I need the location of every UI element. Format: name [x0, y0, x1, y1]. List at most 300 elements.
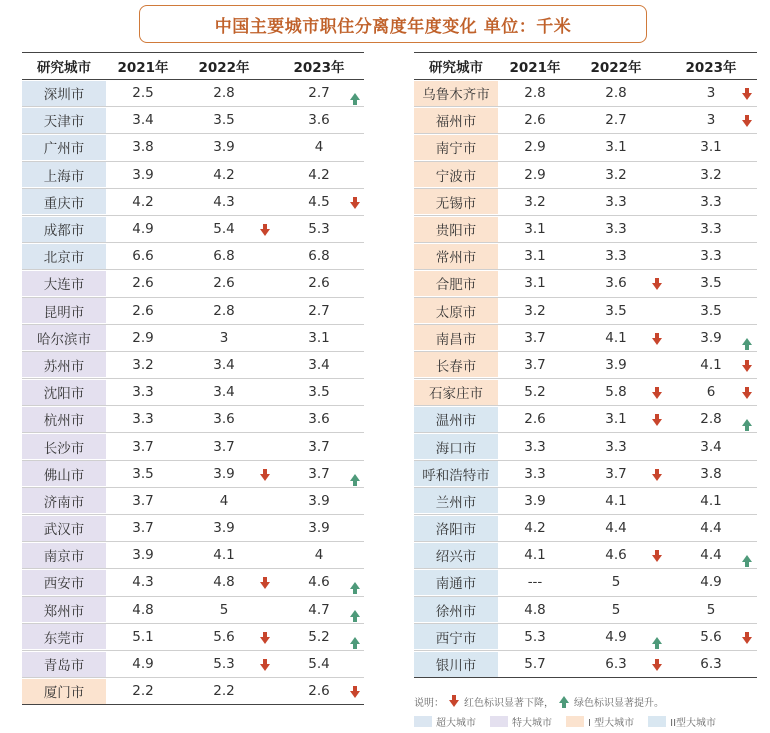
table-row [22, 243, 364, 270]
legend-swatch [648, 716, 666, 727]
value-2023-text: 4 [314, 547, 324, 564]
value-2021-text: --- [527, 574, 543, 591]
value-2021 [504, 216, 566, 242]
city-cell: 太原市 [414, 298, 498, 323]
city-cell: 武汉市 [22, 516, 106, 541]
value-2021 [112, 406, 174, 432]
value-2023 [666, 597, 756, 623]
value-2023-text: 3.7 [308, 465, 330, 482]
arrow-up-icon [350, 474, 360, 481]
value-2021 [112, 433, 174, 459]
value-2021 [504, 488, 566, 514]
value-2021-text: 5.7 [524, 656, 546, 673]
value-2023-text: 2.6 [308, 275, 330, 292]
city-cell: 深圳市 [22, 81, 106, 106]
value-2022 [566, 488, 666, 514]
value-2022 [566, 352, 666, 378]
value-2023 [666, 542, 756, 568]
value-2021-text: 2.5 [132, 85, 154, 102]
arrow-up-icon [742, 338, 752, 345]
value-2022 [174, 461, 274, 487]
value-2021-text: 3.9 [524, 492, 546, 509]
table-row [22, 406, 364, 433]
arrow-up-icon [559, 696, 569, 703]
header-2021: 2021年 [117, 60, 169, 76]
city-cell: 杭州市 [22, 407, 106, 432]
value-2022-text: 4.1 [605, 329, 627, 346]
value-2022-text: 2.8 [213, 85, 235, 102]
value-2023-text: 3 [706, 85, 716, 102]
value-2021 [112, 569, 174, 595]
footnote-green: 绿色标识显著提升。 [574, 698, 664, 709]
table-row [414, 189, 757, 216]
value-2022 [174, 298, 274, 324]
city-cell: 洛阳市 [414, 516, 498, 541]
legend-swatch [566, 716, 584, 727]
arrow-up-icon [350, 610, 360, 617]
value-2022-text: 3.5 [605, 302, 627, 319]
value-2021-text: 2.2 [132, 683, 154, 700]
footnote [414, 694, 664, 709]
value-2022 [174, 162, 274, 188]
value-2021-text: 3.1 [524, 221, 546, 238]
value-2023-text: 3.5 [308, 384, 330, 401]
value-2023-text: 2.7 [308, 302, 330, 319]
city-cell: 沈阳市 [22, 380, 106, 405]
value-2023-text: 4.7 [308, 601, 330, 618]
value-2021-text: 3.7 [132, 492, 154, 509]
arrow-up-icon [350, 93, 360, 100]
arrow-down-icon [260, 582, 270, 589]
table-row [22, 624, 364, 651]
value-2023 [274, 542, 364, 568]
value-2021 [112, 379, 174, 405]
value-2023 [666, 243, 756, 269]
value-2022-text: 5.4 [213, 221, 235, 238]
value-2023 [274, 515, 364, 541]
value-2023-text: 5.3 [308, 221, 330, 238]
value-2022-text: 3.4 [213, 384, 235, 401]
city-cell: 佛山市 [22, 461, 106, 486]
chart-title: 中国主要城市职住分离度年度变化 单位：千米 [139, 5, 647, 43]
value-2022 [174, 379, 274, 405]
value-2021-text: 6.6 [132, 248, 154, 265]
value-2023-text: 2.6 [308, 683, 330, 700]
value-2023 [666, 298, 756, 324]
header-2021: 2021年 [509, 60, 561, 76]
value-2021-text: 4.8 [132, 601, 154, 618]
value-2023 [274, 461, 364, 487]
value-2021 [504, 189, 566, 215]
value-2023 [274, 569, 364, 595]
legend [414, 714, 730, 729]
value-2022 [174, 515, 274, 541]
value-2021-text: 3.9 [132, 547, 154, 564]
arrow-down-icon [652, 283, 662, 290]
header-2022: 2022年 [198, 60, 250, 76]
value-2021-text: 4.9 [132, 656, 154, 673]
value-2022-text: 2.2 [213, 683, 235, 700]
table-row [22, 597, 364, 624]
value-2022-text: 5 [611, 601, 621, 618]
arrow-down-icon [652, 664, 662, 671]
value-2023-text: 3.7 [308, 438, 330, 455]
value-2021-text: 4.8 [524, 601, 546, 618]
value-2022 [174, 651, 274, 677]
city-cell: 温州市 [414, 407, 498, 432]
value-2021 [112, 216, 174, 242]
legend-item [490, 714, 552, 729]
value-2021 [112, 243, 174, 269]
value-2023 [666, 433, 756, 459]
value-2022-text: 3.6 [605, 275, 627, 292]
value-2022-text: 4.8 [213, 574, 235, 591]
value-2022-text: 3.9 [213, 139, 235, 156]
value-2021 [504, 134, 566, 160]
table-row [414, 651, 757, 678]
value-2022-text: 3 [219, 329, 229, 346]
arrow-down-icon [742, 93, 752, 100]
city-cell: 长沙市 [22, 434, 106, 459]
city-cell: 常州市 [414, 244, 498, 269]
value-2021 [504, 515, 566, 541]
city-cell: 南昌市 [414, 325, 498, 350]
value-2021 [504, 325, 566, 351]
value-2023 [666, 134, 756, 160]
table-row [414, 569, 757, 596]
value-2021 [504, 107, 566, 133]
value-2022 [174, 678, 274, 704]
value-2021-text: 4.2 [132, 193, 154, 210]
arrow-up-icon [742, 419, 752, 426]
value-2023-text: 4.6 [308, 574, 330, 591]
value-2021-text: 2.6 [132, 275, 154, 292]
legend-item [414, 714, 476, 729]
value-2023-text: 6 [706, 384, 716, 401]
value-2023-text: 4.5 [308, 193, 330, 210]
value-2021 [112, 162, 174, 188]
table-row [414, 162, 757, 189]
value-2023-text: 4.1 [700, 356, 722, 373]
value-2021 [504, 162, 566, 188]
table-row [414, 406, 757, 433]
value-2023 [274, 651, 364, 677]
table-row [414, 243, 757, 270]
value-2022 [566, 569, 666, 595]
table-row [22, 80, 364, 107]
city-cell: 徐州市 [414, 597, 498, 622]
table-row [22, 515, 364, 542]
value-2023 [666, 569, 756, 595]
value-2023 [274, 189, 364, 215]
value-2023-text: 5.2 [308, 628, 330, 645]
value-2023-text: 4 [314, 139, 324, 156]
value-2023-text: 3.3 [700, 193, 722, 210]
city-cell: 广州市 [22, 135, 106, 160]
value-2022-text: 3.1 [605, 411, 627, 428]
value-2023-text: 4.4 [700, 520, 722, 537]
value-2023-text: 3.1 [700, 139, 722, 156]
value-2022-text: 5 [611, 574, 621, 591]
value-2022-text: 2.8 [605, 85, 627, 102]
value-2023-text: 4.9 [700, 574, 722, 591]
table-row [414, 597, 757, 624]
value-2022 [566, 270, 666, 296]
value-2021-text: 5.3 [524, 628, 546, 645]
value-2022-text: 6.3 [605, 656, 627, 673]
arrow-up-icon [742, 555, 752, 562]
header-2022: 2022年 [590, 60, 642, 76]
value-2023 [274, 298, 364, 324]
value-2022 [566, 406, 666, 432]
city-cell: 无锡市 [414, 189, 498, 214]
city-cell: 乌鲁木齐市 [414, 81, 498, 106]
value-2021-text: 3.5 [132, 465, 154, 482]
value-2023 [666, 325, 756, 351]
value-2021 [112, 352, 174, 378]
value-2022-text: 4.9 [605, 628, 627, 645]
value-2022-text: 4.6 [605, 547, 627, 564]
footnote-red: 红色标识显著下降， [464, 698, 554, 709]
city-cell: 福州市 [414, 108, 498, 133]
legend-label: 超大城市 [436, 718, 476, 729]
value-2022-text: 4.2 [213, 166, 235, 183]
city-cell: 重庆市 [22, 189, 106, 214]
value-2022 [174, 243, 274, 269]
city-cell: 绍兴市 [414, 543, 498, 568]
arrow-down-icon [742, 392, 752, 399]
value-2021-text: 2.9 [524, 166, 546, 183]
legend-label: 特大城市 [512, 718, 552, 729]
table-row [22, 379, 364, 406]
value-2021 [112, 542, 174, 568]
value-2021 [112, 488, 174, 514]
value-2021 [112, 107, 174, 133]
city-cell: 厦门市 [22, 679, 106, 704]
value-2023 [274, 379, 364, 405]
table-row [414, 216, 757, 243]
legend-swatch [414, 716, 432, 727]
value-2023 [666, 189, 756, 215]
value-2023-text: 3.5 [700, 275, 722, 292]
value-2023-text: 3.6 [308, 411, 330, 428]
value-2023 [274, 433, 364, 459]
value-2022 [566, 325, 666, 351]
value-2022-text: 2.6 [213, 275, 235, 292]
value-2022-text: 4.1 [213, 547, 235, 564]
value-2021-text: 3.3 [524, 465, 546, 482]
value-2022 [566, 542, 666, 568]
table-row [22, 488, 364, 515]
value-2023-text: 5.4 [308, 656, 330, 673]
value-2021 [112, 678, 174, 704]
arrow-down-icon [449, 700, 459, 707]
arrow-down-icon [652, 338, 662, 345]
value-2021 [504, 542, 566, 568]
value-2023 [666, 379, 756, 405]
value-2023-text: 4.4 [700, 547, 722, 564]
value-2023 [666, 216, 756, 242]
city-cell: 石家庄市 [414, 380, 498, 405]
value-2022 [566, 624, 666, 650]
table-row [22, 433, 364, 460]
city-cell: 兰州市 [414, 488, 498, 513]
city-cell: 南通市 [414, 570, 498, 595]
table-row [22, 270, 364, 297]
value-2023 [274, 325, 364, 351]
value-2023 [666, 488, 756, 514]
value-2021 [504, 597, 566, 623]
value-2023-text: 4.2 [308, 166, 330, 183]
arrow-down-icon [350, 202, 360, 209]
value-2021-text: 3.2 [132, 356, 154, 373]
value-2021-text: 3.1 [524, 275, 546, 292]
value-2021-text: 3.3 [132, 411, 154, 428]
table-row [22, 216, 364, 243]
city-cell: 青岛市 [22, 652, 106, 677]
value-2022-text: 5.6 [213, 628, 235, 645]
value-2022-text: 3.9 [213, 520, 235, 537]
table-row [22, 325, 364, 352]
value-2023-text: 3.3 [700, 248, 722, 265]
value-2023 [666, 651, 756, 677]
value-2021-text: 3.8 [132, 139, 154, 156]
value-2022-text: 2.8 [213, 302, 235, 319]
table-header [22, 52, 364, 80]
value-2023 [666, 270, 756, 296]
value-2021 [504, 461, 566, 487]
footnote-prefix: 说明： [414, 698, 444, 709]
city-cell: 苏州市 [22, 352, 106, 377]
value-2023 [666, 162, 756, 188]
value-2023-text: 2.7 [308, 85, 330, 102]
city-cell: 大连市 [22, 271, 106, 296]
arrow-down-icon [742, 365, 752, 372]
value-2022-text: 3.7 [213, 438, 235, 455]
table-row [22, 542, 364, 569]
value-2021 [504, 270, 566, 296]
value-2021 [112, 298, 174, 324]
value-2023-text: 5 [706, 601, 716, 618]
arrow-down-icon [260, 474, 270, 481]
value-2022-text: 4 [219, 492, 229, 509]
value-2021-text: 3.7 [132, 520, 154, 537]
value-2021 [112, 651, 174, 677]
arrow-up-icon [652, 637, 662, 644]
value-2023-text: 3.8 [700, 465, 722, 482]
value-2022 [566, 461, 666, 487]
value-2022-text: 3.9 [213, 465, 235, 482]
value-2023-text: 3.2 [700, 166, 722, 183]
value-2022 [566, 80, 666, 106]
value-2022 [566, 651, 666, 677]
value-2022 [174, 134, 274, 160]
value-2021 [504, 569, 566, 595]
table-row [22, 189, 364, 216]
value-2022-text: 6.8 [213, 248, 235, 265]
arrow-down-icon [350, 691, 360, 698]
value-2022-text: 3.2 [605, 166, 627, 183]
table-row [22, 134, 364, 161]
value-2023 [274, 243, 364, 269]
value-2021 [504, 651, 566, 677]
city-cell: 南京市 [22, 543, 106, 568]
value-2023-text: 6.3 [700, 656, 722, 673]
value-2021-text: 3.2 [524, 302, 546, 319]
value-2021-text: 2.9 [524, 139, 546, 156]
value-2022 [566, 243, 666, 269]
value-2021 [112, 80, 174, 106]
arrow-down-icon [260, 229, 270, 236]
table-row [22, 107, 364, 134]
value-2023 [666, 352, 756, 378]
value-2023-text: 4.1 [700, 492, 722, 509]
value-2021 [112, 597, 174, 623]
value-2021-text: 2.9 [132, 329, 154, 346]
city-cell: 上海市 [22, 162, 106, 187]
value-2021-text: 2.6 [132, 302, 154, 319]
table-left [22, 52, 364, 705]
value-2022 [174, 80, 274, 106]
value-2023-text: 3.1 [308, 329, 330, 346]
value-2023-text: 3 [706, 112, 716, 129]
city-cell: 西宁市 [414, 624, 498, 649]
value-2022-text: 5.3 [213, 656, 235, 673]
value-2023-text: 3.5 [700, 302, 722, 319]
arrow-down-icon [260, 637, 270, 644]
value-2021 [504, 80, 566, 106]
value-2023-text: 3.4 [308, 356, 330, 373]
value-2021-text: 3.7 [132, 438, 154, 455]
table-row [22, 352, 364, 379]
value-2021 [112, 624, 174, 650]
value-2022-text: 3.3 [605, 248, 627, 265]
arrow-up-icon [350, 637, 360, 644]
value-2023-text: 3.9 [308, 520, 330, 537]
value-2023-text: 3.3 [700, 221, 722, 238]
city-cell: 海口市 [414, 434, 498, 459]
value-2023-text: 3.9 [700, 329, 722, 346]
value-2022 [566, 189, 666, 215]
header-2023: 2023年 [685, 60, 737, 76]
value-2021 [112, 189, 174, 215]
value-2021-text: 3.1 [524, 248, 546, 265]
header-city: 研究城市 [37, 60, 91, 76]
value-2022-text: 4.3 [213, 193, 235, 210]
value-2022 [174, 624, 274, 650]
value-2022 [566, 433, 666, 459]
value-2021-text: 3.2 [524, 193, 546, 210]
arrow-down-icon [652, 419, 662, 426]
value-2022-text: 3.4 [213, 356, 235, 373]
value-2023 [274, 270, 364, 296]
city-cell: 东莞市 [22, 624, 106, 649]
arrow-down-icon [652, 474, 662, 481]
table-row [414, 433, 757, 460]
value-2023 [274, 597, 364, 623]
table-row [414, 488, 757, 515]
value-2023 [666, 80, 756, 106]
city-cell: 呼和浩特市 [414, 461, 498, 486]
value-2022 [174, 406, 274, 432]
table-row [22, 298, 364, 325]
table-row [414, 379, 757, 406]
table-row [414, 107, 757, 134]
value-2021 [504, 624, 566, 650]
value-2021-text: 3.4 [132, 112, 154, 129]
arrow-down-icon [742, 120, 752, 127]
legend-item [566, 714, 634, 729]
